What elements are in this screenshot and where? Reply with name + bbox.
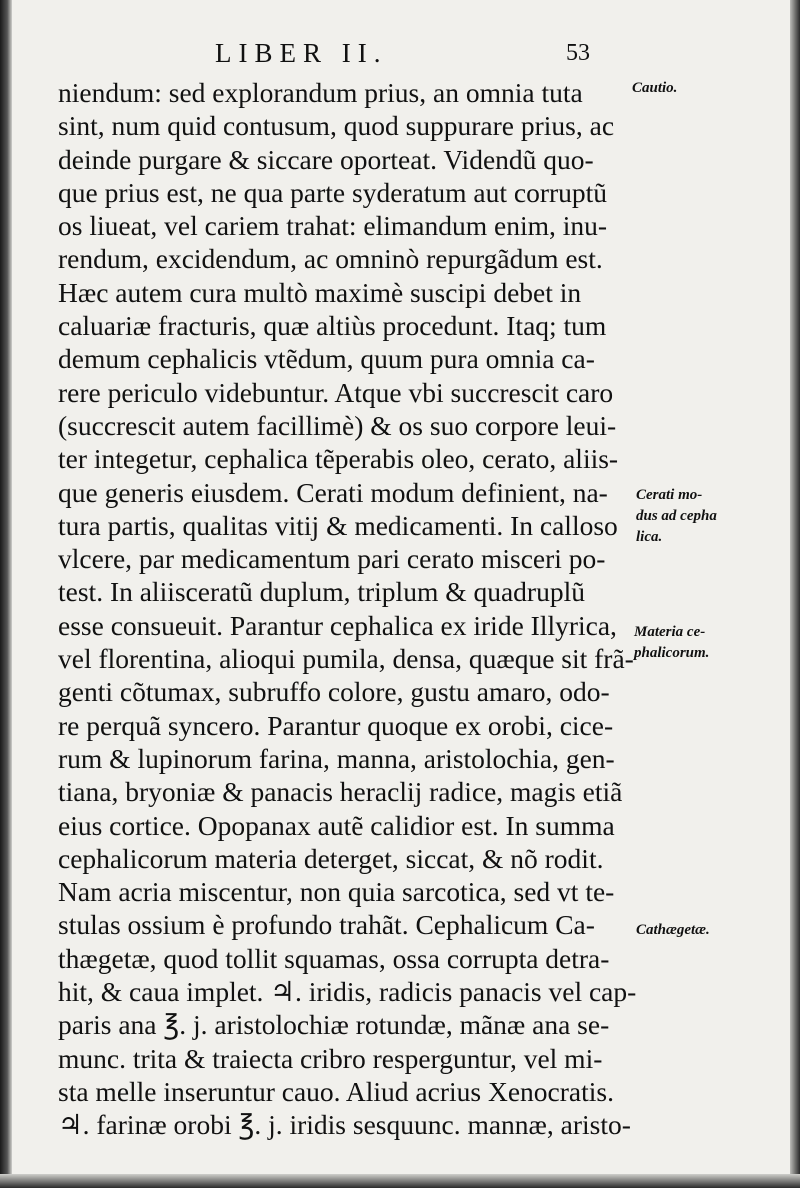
text-line: paris ana ℥. j. aristolochiæ rotundæ, mãnæ ana se- (58, 1009, 610, 1041)
main-text-block (58, 76, 637, 1142)
page-header (0, 38, 800, 78)
text-line: sint, num quid contusum, quod suppurare prius, ac (58, 110, 615, 142)
text-line: rendum, excidendum, ac omninò repurgãdum est. (58, 243, 603, 275)
text-line: cephalicorum materia deterget, siccat, & nõ rodit. (58, 842, 604, 874)
margin-note-line: lica. (636, 529, 663, 545)
margin-note-line: dus ad cepha (636, 508, 717, 524)
page-number: 53 (566, 40, 590, 66)
text-line: deinde purgare & siccare oporteat. Videndũ quo- (58, 143, 594, 175)
page-edge-right (790, 0, 800, 1188)
margin-note-cerati-modus (636, 485, 717, 548)
text-line: Hæc autem cura multò maximè suscipi debet in (58, 276, 582, 308)
text-line: re perquã syncero. Parantur quoque ex orobi, cice- (58, 709, 614, 741)
running-head: LIBER II. (215, 38, 388, 68)
margin-note-cathaegetae (636, 920, 710, 941)
page-edge-bottom (0, 1174, 800, 1188)
text-line: esse consueuit. Parantur cephalica ex iride Illyrica, (58, 609, 617, 641)
text-line: munc. trita & traiecta cribro resperguntur, vel mi- (58, 1042, 603, 1074)
text-line: vel florentina, alioqui pumila, densa, quæque sit frã- (58, 643, 634, 675)
text-line: tura partis, qualitas vitij & medicamenti. In calloso (58, 509, 618, 541)
margin-note-materia (634, 622, 709, 664)
text-line: genti cõtumax, subruffo colore, gustu amaro, odo- (58, 676, 610, 708)
text-line: rum & lupinorum farina, manna, aristolochia, gen- (58, 742, 615, 774)
text-line: que prius est, ne qua parte syderatum aut corruptũ (58, 176, 608, 208)
text-line: tiana, bryoniæ & panacis heraclij radice, magis etiã (58, 776, 623, 808)
text-line: rere periculo videbuntur. Atque vbi succrescit caro (58, 376, 614, 408)
text-line: sta melle inseruntur cauo. Aliud acrius Xenocratis. (58, 1075, 614, 1107)
text-line: test. In aliisceratũ duplum, triplum & quadruplũ (58, 576, 585, 608)
margin-note-line: Cautio. (632, 80, 678, 96)
binding-edge (0, 0, 12, 1188)
text-line: ♃. farinæ orobi ℥. j. iridis sesquunc. mannæ, aristo- (58, 1109, 631, 1141)
text-line: os liueat, vel cariem trahat: elimandum enim, inu- (58, 210, 608, 242)
text-line: eius cortice. Opopanax autẽ calidior est. In summa (58, 809, 615, 841)
text-line: hit, & caua implet. ♃. iridis, radicis panacis vel cap- (58, 976, 637, 1008)
text-line: (succrescit autem facillimè) & os suo corpore leui- (58, 409, 617, 441)
margin-note-cautio (632, 78, 677, 99)
text-line: thægetæ, quod tollit squamas, ossa corrupta detra- (58, 942, 610, 974)
margin-note-line: Cerati mo- (636, 487, 703, 503)
text-line: que generis eiusdem. Cerati modum definient, na- (58, 476, 608, 508)
text-line: demum cephalicis vtẽdum, quum pura omnia ca- (58, 343, 595, 375)
text-line: vlcere, par medicamentum pari cerato misceri po- (58, 543, 606, 575)
text-line: niendum: sed explorandum prius, an omnia tuta (58, 77, 583, 108)
margin-note-line: phalicorum. (634, 645, 710, 661)
text-line: caluariæ fracturis, quæ altiùs procedunt. Itaq; tum (58, 310, 607, 342)
text-line: stulas ossium è profundo trahãt. Cephalicum Ca- (58, 909, 595, 941)
text-line: ter integetur, cephalica tẽperabis oleo, cerato, aliis- (58, 443, 619, 475)
text-line: Nam acria miscentur, non quia sarcotica, sed vt te- (58, 876, 615, 908)
margin-note-line: Cathægetæ. (636, 922, 710, 938)
margin-note-line: Materia ce- (634, 624, 706, 640)
